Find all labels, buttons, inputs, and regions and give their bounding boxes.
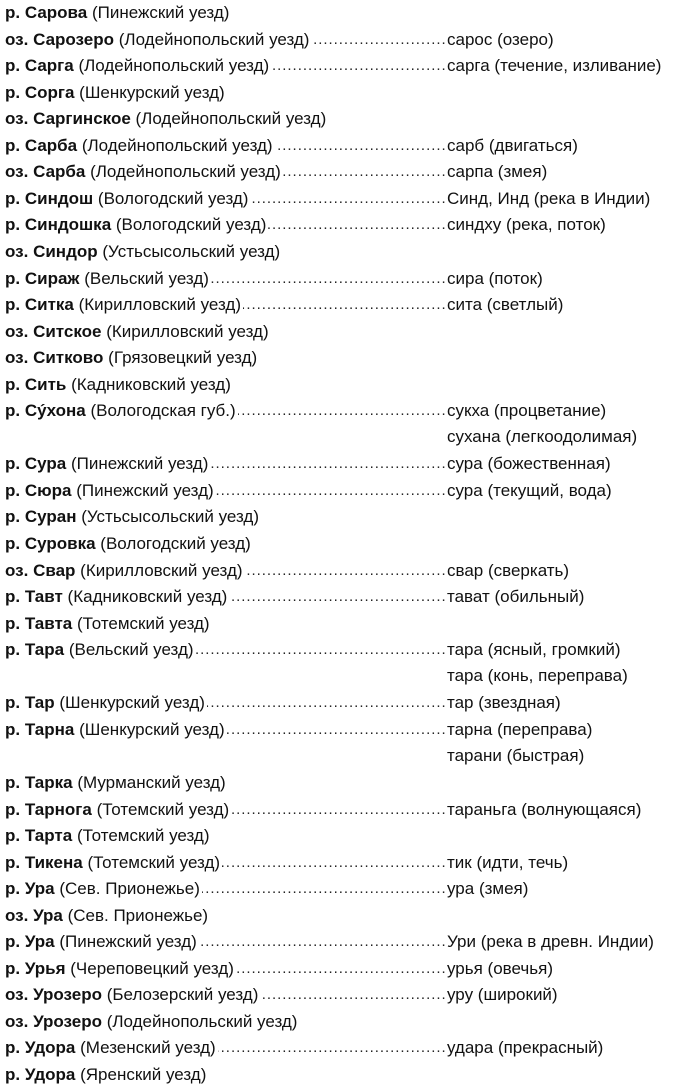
entry-label bbox=[5, 348, 259, 367]
entry-name: Ура bbox=[24, 879, 55, 899]
entry-label bbox=[5, 215, 268, 234]
entry-region: (Кирилловский уезд) bbox=[78, 295, 241, 315]
entry-type: р. bbox=[5, 1038, 21, 1058]
entry-meaning: урья (овечья) bbox=[447, 958, 553, 978]
entry-type: р. bbox=[5, 879, 21, 899]
entry-name: Сýхона bbox=[24, 401, 86, 421]
entry-label bbox=[5, 162, 283, 181]
entry-region: (Белозерский уезд) bbox=[106, 985, 259, 1005]
entry-meaning: тара (ясный, громкий) bbox=[447, 640, 621, 660]
entry-left bbox=[5, 292, 445, 318]
entry-label bbox=[5, 481, 216, 500]
entry-region: (Лодейнопольский уезд) bbox=[118, 29, 310, 49]
entry-type: оз. bbox=[5, 241, 29, 261]
entry-meaning: сухана (легкоодолимая) bbox=[447, 427, 638, 447]
entry-meaning: сура (божественная) bbox=[447, 454, 611, 474]
entry-label bbox=[5, 189, 250, 208]
entry-left bbox=[5, 133, 445, 159]
entry-type: р. bbox=[5, 932, 21, 952]
entry-left bbox=[5, 0, 445, 26]
entry-region: (Вологодский уезд) bbox=[115, 215, 267, 235]
entry-label bbox=[5, 720, 227, 739]
entry-region: (Мурманский уезд) bbox=[77, 772, 226, 792]
entry-left bbox=[5, 797, 445, 823]
entry-name: Урозеро bbox=[33, 1011, 102, 1031]
entry-name: Сарозеро bbox=[33, 29, 115, 49]
entry-type: р. bbox=[5, 454, 21, 474]
entry-type: р. bbox=[5, 135, 21, 155]
entry-left bbox=[5, 558, 445, 584]
entry-type: оз. bbox=[5, 321, 29, 341]
entry-name: Сарба bbox=[24, 135, 78, 155]
entry-region: (Лодейнопольский уезд) bbox=[78, 56, 270, 76]
entry-meaning: тараньга (волнующаяся) bbox=[447, 799, 642, 819]
entry-meaning: тават (обильный) bbox=[447, 587, 585, 607]
entry-meaning: сита (светлый) bbox=[447, 295, 564, 315]
entry-type: р. bbox=[5, 215, 21, 235]
entry-region: (Вологодский уезд) bbox=[100, 534, 251, 553]
entry-name: Сарба bbox=[33, 162, 86, 182]
entry-label bbox=[5, 295, 243, 314]
entry-name: Ура bbox=[24, 932, 55, 952]
entry-region: (Пинежский уезд) bbox=[70, 454, 209, 474]
entry-meaning: Синд, Инд (река в Индии) bbox=[447, 188, 651, 208]
entry-type: оз. bbox=[5, 985, 29, 1005]
entry-left bbox=[5, 690, 445, 716]
entry-region: (Вологодская губ.) bbox=[90, 401, 236, 421]
entry-label bbox=[5, 587, 229, 606]
entry-region: (Тотемский уезд) bbox=[77, 613, 210, 633]
entry-label bbox=[5, 906, 210, 925]
entry-meaning: Ури (река в древн. Индии) bbox=[447, 932, 654, 952]
entry-name: Удора bbox=[24, 1038, 76, 1058]
entry-label bbox=[5, 269, 211, 288]
entry-type: р. bbox=[5, 958, 21, 978]
entry-label bbox=[5, 109, 328, 128]
entry-left bbox=[5, 478, 445, 504]
entry-label bbox=[5, 1038, 218, 1057]
entry-region: (Вельский уезд) bbox=[68, 640, 194, 660]
entry-label bbox=[5, 853, 222, 872]
entry-meaning: тик (идти, течь) bbox=[447, 852, 569, 872]
entry-meaning: тарна (переправа) bbox=[447, 719, 593, 739]
entry-type: р. bbox=[5, 268, 21, 288]
entry-type: р. bbox=[5, 295, 21, 315]
entry-name: Ура bbox=[33, 905, 63, 925]
entry-meaning: ура (змея) bbox=[447, 879, 529, 899]
entry-left bbox=[5, 319, 445, 345]
entry-region: (Мезенский уезд) bbox=[80, 1038, 216, 1058]
entry-name: Тарта bbox=[24, 826, 73, 846]
entry-type: р. bbox=[5, 507, 21, 527]
entry-region: (Лодейнопольский уезд) bbox=[135, 109, 327, 129]
entry-region: (Тотемский уезд) bbox=[76, 826, 210, 846]
entry-left bbox=[5, 850, 445, 876]
entry-name: Синдош bbox=[24, 188, 94, 208]
entry-label bbox=[5, 454, 210, 473]
entry-left bbox=[5, 823, 445, 849]
entry-label bbox=[5, 1012, 299, 1031]
entry-left bbox=[5, 876, 445, 902]
entry-meaning: сарпа (змея) bbox=[447, 162, 548, 182]
entry-name: Сюра bbox=[24, 480, 72, 500]
entry-name: Ситково bbox=[33, 348, 104, 368]
entry-name: Сить bbox=[24, 374, 67, 394]
entry-name: Суран bbox=[24, 507, 77, 527]
entry-name: Тавт bbox=[24, 587, 63, 607]
entry-left bbox=[5, 106, 445, 132]
entry-type: р. bbox=[5, 374, 21, 394]
entry-type: р. bbox=[5, 852, 21, 872]
entry-left bbox=[5, 982, 445, 1008]
entry-label bbox=[5, 322, 271, 341]
entry-name: Ситка bbox=[24, 295, 74, 315]
entry-left bbox=[5, 239, 445, 265]
entry-meaning: уру (широкий) bbox=[447, 985, 558, 1005]
entry-label bbox=[5, 693, 207, 712]
entry-left bbox=[5, 637, 445, 663]
entry-type: оз. bbox=[5, 109, 29, 129]
entry-left bbox=[5, 1035, 445, 1061]
entry-label bbox=[5, 507, 261, 526]
entry-label bbox=[5, 826, 212, 845]
entry-left bbox=[5, 770, 445, 796]
entry-name: Тарна bbox=[24, 719, 75, 739]
entry-left bbox=[5, 159, 445, 185]
entry-name: Тарка bbox=[24, 772, 73, 792]
entry-meaning: тарани (быстрая) bbox=[447, 745, 585, 765]
entry-region: (Яренский уезд) bbox=[80, 1065, 207, 1084]
entry-region: (Грязовецкий уезд) bbox=[108, 348, 258, 368]
entry-name: Тикена bbox=[24, 852, 83, 872]
entry-left bbox=[5, 345, 445, 371]
entry-type: р. bbox=[5, 640, 21, 660]
entry-left bbox=[5, 266, 445, 292]
entry-left bbox=[5, 186, 445, 212]
entry-region: (Кадниковский уезд) bbox=[67, 587, 228, 607]
entry-name: Тавта bbox=[24, 613, 73, 633]
entry-name: Сура bbox=[24, 454, 67, 474]
entry-type: оз. bbox=[5, 162, 29, 182]
entry-region: (Тотемский уезд) bbox=[87, 852, 221, 872]
entry-meaning: тара (конь, переправа) bbox=[447, 666, 628, 686]
entry-type: р. bbox=[5, 3, 21, 22]
entry-type: р. bbox=[5, 587, 21, 607]
entry-left bbox=[5, 27, 445, 53]
entry-meaning: свар (сверкать) bbox=[447, 560, 570, 580]
entry-left bbox=[5, 956, 445, 982]
entry-region: (Кирилловский уезд) bbox=[80, 560, 243, 580]
entry-type: оз. bbox=[5, 29, 29, 49]
entry-meaning: сарга (течение, изливание) bbox=[447, 56, 662, 76]
entry-label bbox=[5, 773, 228, 792]
entry-region: (Вологодский уезд) bbox=[97, 188, 249, 208]
entry-type: р. bbox=[5, 56, 21, 76]
entry-type: р. bbox=[5, 772, 21, 792]
entry-type: оз. bbox=[5, 560, 29, 580]
entry-type: р. bbox=[5, 826, 21, 846]
entry-type: р. bbox=[5, 534, 21, 553]
entry-label bbox=[5, 375, 233, 394]
entry-meaning: тар (звездная) bbox=[447, 693, 561, 713]
entry-meaning: синдху (река, поток) bbox=[447, 215, 606, 235]
entry-left bbox=[5, 212, 445, 238]
entry-label bbox=[5, 30, 311, 49]
entry-left bbox=[5, 398, 445, 424]
entry-left bbox=[5, 1062, 445, 1088]
entry-name: Сорга bbox=[24, 82, 75, 102]
entry-region: (Сев. Прионежье) bbox=[59, 879, 200, 899]
entry-label bbox=[5, 959, 236, 978]
entry-label bbox=[5, 640, 196, 659]
entry-left bbox=[5, 717, 445, 743]
entry-name: Синдор bbox=[33, 241, 98, 261]
entry-meaning: сарос (озеро) bbox=[447, 29, 554, 49]
entry-region: (Кирилловский уезд) bbox=[106, 321, 269, 341]
entry-region: (Сев. Прионежье) bbox=[67, 905, 209, 925]
entry-meaning: удара (прекрасный) bbox=[447, 1038, 604, 1058]
entry-left bbox=[5, 903, 445, 929]
entry-region: (Череповецкий уезд) bbox=[70, 958, 234, 978]
entry-label bbox=[5, 242, 282, 261]
entry-label bbox=[5, 985, 260, 1004]
entry-region: (Шенкурский уезд) bbox=[59, 693, 205, 713]
entry-meaning: сукха (процветание) bbox=[447, 401, 607, 421]
entry-name: Ситское bbox=[33, 321, 102, 341]
entry-left bbox=[5, 372, 445, 398]
entry-type: оз. bbox=[5, 1011, 29, 1031]
entry-region: (Пинежский уезд) bbox=[91, 3, 230, 22]
entry-label bbox=[5, 614, 212, 633]
entry-label bbox=[5, 83, 227, 102]
entry-name: Урья bbox=[24, 958, 66, 978]
entry-region: (Шенкурский уезд) bbox=[79, 82, 225, 102]
entry-region: (Лодейнопольский уезд) bbox=[81, 135, 273, 155]
entry-name: Сираж bbox=[24, 268, 80, 288]
entry-left bbox=[5, 504, 445, 530]
entry-region: (Лодейнопольский уезд) bbox=[106, 1011, 298, 1031]
entry-left bbox=[5, 451, 445, 477]
entry-name: Сарга bbox=[24, 56, 74, 76]
entry-left bbox=[5, 80, 445, 106]
entry-name: Свар bbox=[33, 560, 76, 580]
entry-type: р. bbox=[5, 613, 21, 633]
entry-label bbox=[5, 136, 275, 155]
entry-left bbox=[5, 584, 445, 610]
entry-name: Урозеро bbox=[33, 985, 102, 1005]
entry-region: (Устьсысольский уезд) bbox=[102, 241, 281, 261]
entry-meaning: сура (текущий, вода) bbox=[447, 480, 612, 500]
entry-name: Удора bbox=[24, 1065, 76, 1084]
entry-label bbox=[5, 56, 271, 75]
entry-type: р. bbox=[5, 401, 21, 421]
entry-region: (Лодейнопольский уезд) bbox=[90, 162, 281, 182]
entry-region: (Устьсысольский уезд) bbox=[81, 507, 259, 527]
entry-type: оз. bbox=[5, 348, 29, 368]
entry-label bbox=[5, 561, 245, 580]
entry-region: (Вельский уезд) bbox=[84, 268, 209, 288]
entry-label bbox=[5, 1065, 208, 1084]
entry-type: р. bbox=[5, 719, 21, 739]
entry-name: Синдошка bbox=[24, 215, 112, 235]
entry-label bbox=[5, 932, 199, 951]
entry-left bbox=[5, 611, 445, 637]
entry-name: Саргинское bbox=[33, 109, 131, 129]
entry-region: (Шенкурский уезд) bbox=[79, 719, 225, 739]
entry-label bbox=[5, 401, 238, 420]
entry-name: Тара bbox=[24, 640, 65, 660]
entry-region: (Кадниковский уезд) bbox=[71, 374, 231, 394]
entry-left bbox=[5, 53, 445, 79]
entry-label bbox=[5, 534, 253, 553]
entry-name: Тар bbox=[24, 693, 55, 713]
entry-label bbox=[5, 800, 231, 819]
entry-type: р. bbox=[5, 82, 21, 102]
entry-meaning: сира (поток) bbox=[447, 268, 543, 288]
entry-type: р. bbox=[5, 480, 21, 500]
entry-type: р. bbox=[5, 799, 21, 819]
entry-type: оз. bbox=[5, 905, 29, 925]
entry-region: (Пинежский уезд) bbox=[59, 932, 197, 952]
entry-name: Тарнога bbox=[24, 799, 92, 819]
entry-meaning: сарб (двигаться) bbox=[447, 135, 578, 155]
entry-type: р. bbox=[5, 693, 21, 713]
entry-name: Сарова bbox=[24, 3, 88, 22]
entry-left bbox=[5, 1009, 445, 1035]
entry-type: р. bbox=[5, 188, 21, 208]
entry-label bbox=[5, 3, 231, 22]
entry-left bbox=[5, 929, 445, 955]
entry-name: Суровка bbox=[24, 534, 96, 553]
entry-left bbox=[5, 531, 445, 557]
entry-region: (Тотемский уезд) bbox=[96, 799, 230, 819]
entry-type: р. bbox=[5, 1065, 21, 1084]
entry-label bbox=[5, 879, 202, 898]
entry-region: (Пинежский уезд) bbox=[76, 480, 214, 500]
